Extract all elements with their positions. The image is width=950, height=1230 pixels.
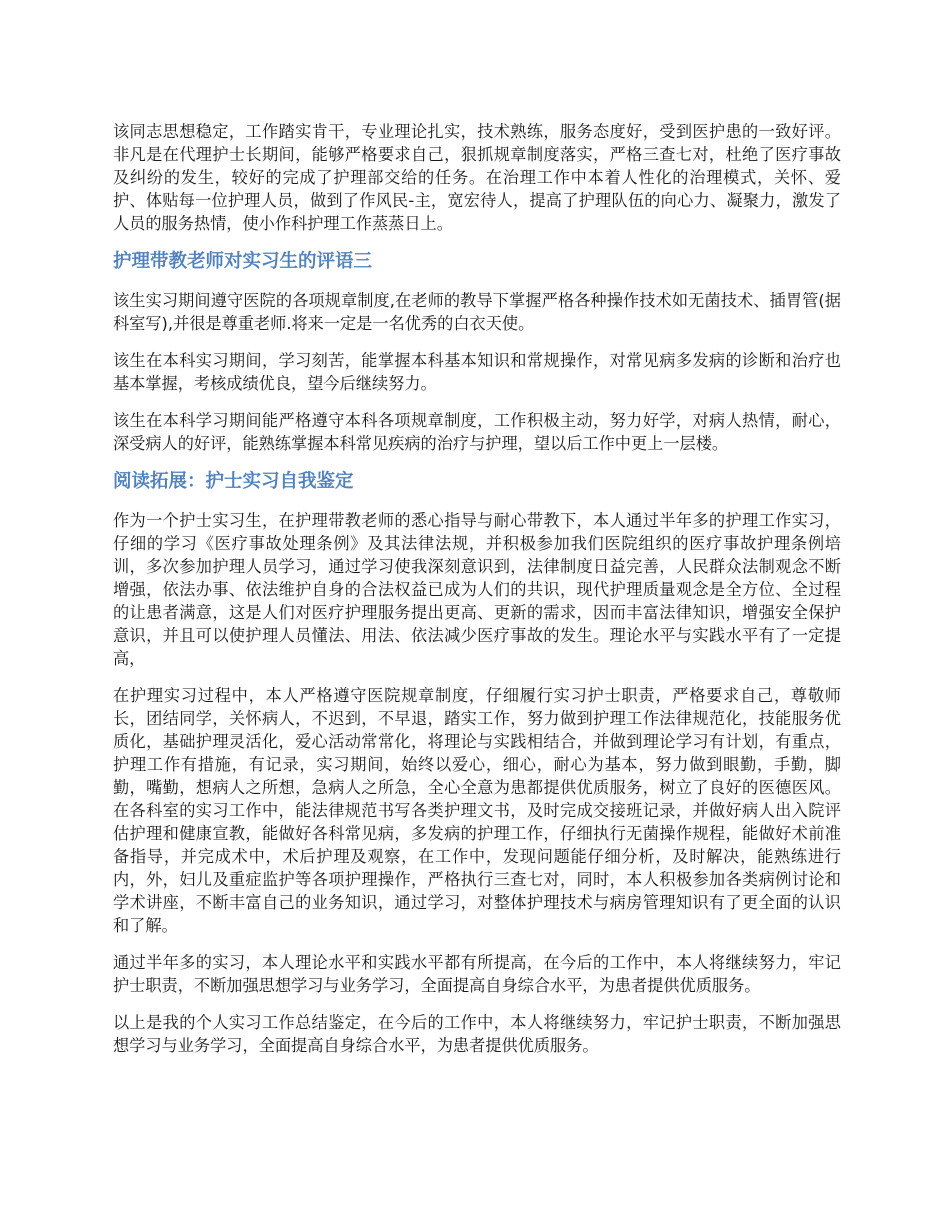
section-three-paragraph-2: 该生在本科实习期间，学习刻苦，能掌握本科基本知识和常规操作，对常见病多发病的诊断和治疗也基本掌握，考核成绩优良，望今后继续努力。 [113, 351, 841, 393]
reading-extension-paragraph-2: 在护理实习过程中，本人严格遵守医院规章制度，仔细履行实习护士职责，严格要求自己，尊敬师长，团结同学，关怀病人，不迟到，不早退，踏实工作，努力做到护理工作法律规范化，技能服务优质化，基础护理灵活化，爱心活动常常化，将理论与实践相结合，并做到理论学习有计划，有重点，护理工作有措施，有记录，实习期间，始终以爱心，细心，耐心为基本，努力做到眼勤，手勤，脚勤，嘴勤，想病人之所想，急病人之所急，全心全意为患都提供优质服务，树立了良好的医德医风。在各科室的实习工作中，能法律规范书写各类护理文书，及时完成交接班记录，并做好病人出入院评估护理和健康宣教，能做好各科常见病，多发病的护理工作，仔细执行无菌操作规程，能做好术前准备指导，并完成术中，术后护理及观察，在工作中，发现问题能仔细分析，及时解决，能熟练进行内，外，妇儿及重症监护等各项护理操作，严格执行三查七对，同时，本人积极参加各类病例讨论和学术讲座，不断丰富自己的业务知识，通过学习，对整体护理技术与病房管理知识有了更全面的认识和了解。 [113, 686, 841, 935]
reading-extension-paragraph-1: 作为一个护士实习生，在护理带教老师的悉心指导与耐心带教下，本人通过半年多的护理工作实习，仔细的学习《医疗事故处理条例》及其法律法规，并积极参加我们医院组织的医疗事故护理条例培训，多次参加护理人员学习，通过学习使我深刻意识到，法律制度日益完善，人民群众法制观念不断增强，依法办事、依法维护自身的合法权益已成为人们的共识，现代护理质量观念是全方位、全过程的让患者满意，这是人们对医疗护理服务提出更高、更新的需求，因而丰富法律知识，增强安全保护意识，并且可以使护理人员懂法、用法、依法减少医疗事故的发生。理论水平与实践水平有了一定提高， [113, 511, 841, 668]
document-page [113, 120, 841, 1071]
reading-extension-heading: 阅读拓展：护士实习自我鉴定 [113, 471, 354, 492]
section-three-paragraph-1: 该生实习期间遵守医院的各项规章制度,在老师的教导下掌握严格各种操作技术如无菌技术、插胃管(据科室写),并很是尊重老师.将来一定是一名优秀的白衣天使。 [113, 291, 841, 333]
reading-extension-paragraph-4: 以上是我的个人实习工作总结鉴定，在今后的工作中，本人将继续努力，牢记护士职责，不断加强思想学习与业务学习，全面提高自身综合水平，为患者提供优质服务。 [113, 1013, 841, 1055]
section-three-paragraph-3: 该生在本科学习期间能严格遵守本科各项规章制度，工作积极主动，努力好学，对病人热情，耐心，深受病人的好评，能熟练掌握本科常见疾病的治疗与护理，望以后工作中更上一层楼。 [113, 411, 841, 453]
section-three-heading: 护理带教老师对实习生的评语三 [113, 251, 373, 272]
intro-paragraph: 该同志思想稳定，工作踏实肯干，专业理论扎实，技术熟练，服务态度好，受到医护患的一致好评。非凡是在代理护士长期间，能够严格要求自己，狠抓规章制度落实，严格三查七对，杜绝了医疗事故及纠纷的发生，较好的完成了护理部交给的任务。在治理工作中本着人性化的治理模式，关怀、爱护、体贴每一位护理人员，做到了作风民-主，宽宏待人，提高了护理队伍的向心力、凝聚力，激发了人员的服务热情，使小作科护理工作蒸蒸日上。 [113, 122, 841, 233]
reading-extension-paragraph-3: 通过半年多的实习，本人理论水平和实践水平都有所提高，在今后的工作中，本人将继续努力，牢记护士职责，不断加强思想学习与业务学习，全面提高自身综合水平，为患者提供优质服务。 [113, 953, 841, 995]
